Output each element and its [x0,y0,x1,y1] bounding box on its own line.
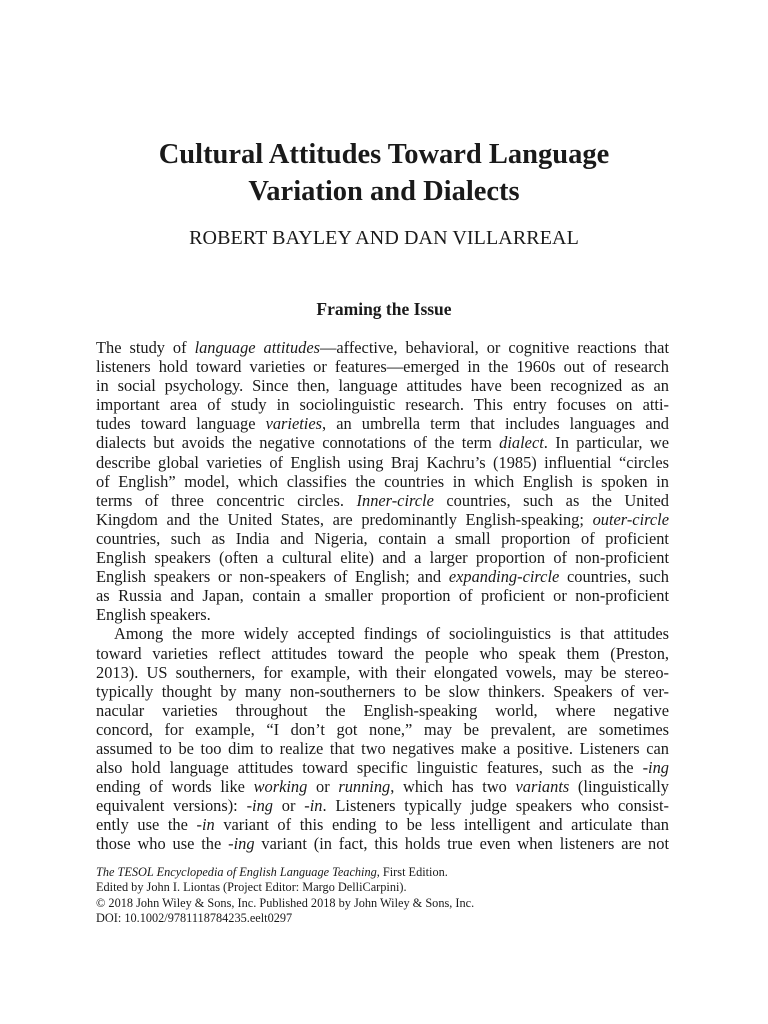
authors: ROBERT BAYLEY AND DAN VILLARREAL [189,227,579,249]
italic-term: language attitudes [194,338,320,357]
body-line: concord, for example, “I don’t got none,” may be prevalent, are sometimes [96,719,669,739]
section-heading: Framing the Issue [316,299,452,319]
italic-term: dialect [499,433,544,453]
body-line: tudes toward language varieties, an umbrella term that includes languages and [96,414,669,434]
footer [96,865,669,927]
body-line: The study of language attitudes—affective, behavioral, or cognitive reactions that [96,338,670,357]
italic-term: Inner-circle [356,490,434,510]
body-line: in social psychology. Since then, language attitudes have been recognized as an [96,376,669,396]
body-line: countries, such as India and Nigeria, contain a small proportion of proficient [96,528,669,548]
body-line: assumed to be too dim to realize that two negatives make a positive. Listeners can [96,738,669,758]
body-line: those who use the -ing variant (in fact, this holds true even when listeners are not [96,834,669,854]
italic-term: -in [196,815,215,835]
body-line: important area of study in sociolinguistic research. This entry focuses on atti- [96,395,669,415]
italic-term: -ing [246,796,273,816]
body-line: English speakers or non-speakers of English; and expanding-circle countries, such [96,567,669,587]
body-line: typically thought by many non-southerners to be slow thinkers. Speakers of ver- [96,681,669,701]
italic-term: -ing [228,834,255,854]
body-line: dialects but avoids the negative connotations of the term dialect. In particular, we [96,433,669,453]
body-line: Among the more widely accepted findings of sociolinguistics is that attitudes [114,624,669,644]
body-text [96,338,669,854]
body-line: describe global varieties of English using Braj Kachru’s (1985) influential “circles [96,452,669,472]
italic-term: The TESOL Encyclopedia of English Language Teaching [96,865,377,879]
body-line: terms of three concentric circles. Inner-circle countries, such as the United [96,490,669,510]
italic-term: outer-circle [592,509,669,529]
body-line: English speakers (often a cultural elite) and a larger proportion of non-proficient [96,548,669,568]
italic-term: -in [304,796,323,816]
italic-term: working [253,777,308,797]
body-line: Kingdom and the United States, are predominantly English-speaking; outer-circle [96,509,669,529]
italic-term: -ing [642,758,669,778]
footer-publication: The TESOL Encyclopedia of English Language Teaching, First Edition. [96,865,448,879]
body-line: ending of words like working or running, which has two variants (linguistically [96,777,669,797]
body-line: equivalent versions): -ing or -in. Listeners typically judge speakers who consist- [96,796,669,816]
italic-term: varieties [265,414,323,434]
body-line: nacular varieties throughout the English-speaking world, where negative [96,700,669,720]
body-line: English speakers. [96,605,211,625]
italic-term: variants [515,777,570,797]
body-line: ently use the -in variant of this ending to be less intelligent and articulate than [96,815,669,835]
title-line-1: Cultural Attitudes Toward Language [158,139,610,170]
footer-doi: DOI: 10.1002/9781118784235.eelt0297 [96,911,293,926]
italic-term: running [338,777,391,797]
footer-editor: Edited by John I. Liontas (Project Editor: Margo DelliCarpini). [96,880,407,895]
body-line: 2013). US southerners, for example, with their elongated vowels, may be stereo- [96,662,669,682]
title-line-2: Variation and Dialects [248,176,520,207]
body-line: toward varieties reflect attitudes toward the people who speak them (Preston, [96,643,669,663]
italic-term: expanding-circle [448,567,560,587]
body-line: of English” model, which classifies the countries in which English is spoken in [96,471,669,491]
article-title [0,136,768,210]
footer-copyright: © 2018 John Wiley & Sons, Inc. Published 2018 by John Wiley & Sons, Inc. [96,895,475,910]
body-line: as Russia and Japan, contain a smaller proportion of proficient or non-proficient [96,586,669,606]
body-line: listeners hold toward varieties or features—emerged in the 1960s out of research [96,357,669,377]
body-line: also hold language attitudes toward specific linguistic features, such as the -ing [96,758,669,778]
